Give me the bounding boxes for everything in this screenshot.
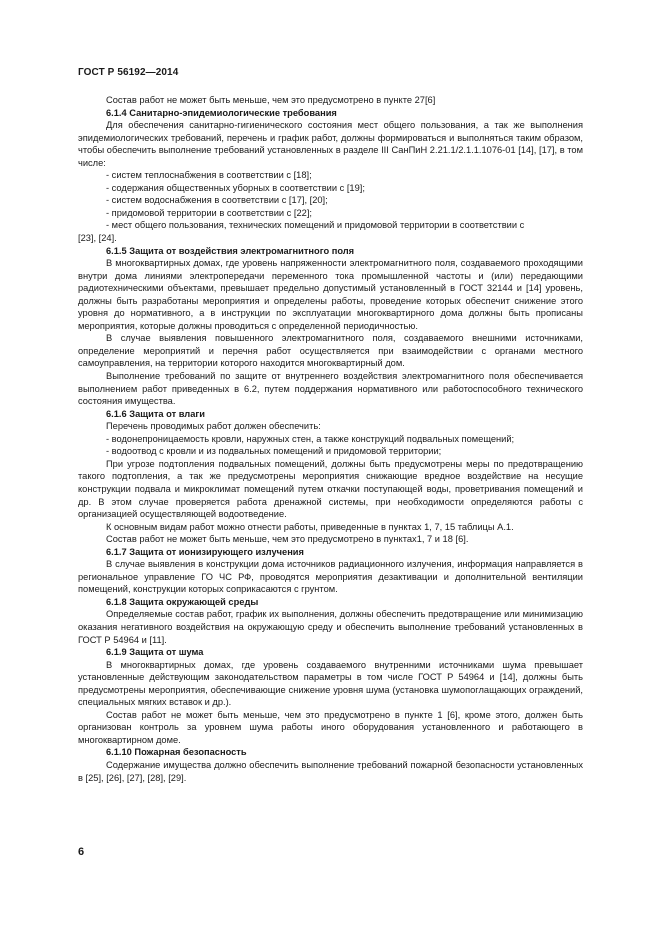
paragraph: В случае выявления в конструкции дома источников радиационного излучения, информация направляется в региональное управление ГО ЧС РФ, проводятся мероприятия дезактивации и дополнительной вентиляции помещений, конструкции которых соприкасаются с грунтом. (78, 559, 583, 595)
section-heading: 6.1.5 Защита от воздействия электромагнитного поля (106, 245, 355, 256)
section-heading: 6.1.4 Санитарно-эпидемиологические требования (106, 107, 337, 118)
document-header: ГОСТ Р 56192—2014 (78, 67, 179, 78)
section-heading: 6.1.10 Пожарная безопасность (106, 747, 247, 758)
list-item: - водонепроницаемость кровли, наружных стен, а также конструкций подвальных помещений; (106, 433, 515, 444)
section-heading: 6.1.9 Защита от шума (106, 647, 204, 658)
paragraph: К основным видам работ можно отнести работы, приведенные в пунктах 1, 7, 15 таблицы А.1. (106, 521, 514, 532)
paragraph: Содержание имущества должно обеспечить выполнение требований пожарной безопасности установленных в [25], [26], [27], [28], [29]. (78, 759, 583, 783)
paragraph: При угрозе подтопления подвальных помещений, должны быть предусмотрены меры по предотвращению такого подтопления, а так же предусмотрены мероприятия снижающие вредное воздействие на несущие конструкции подвала и микроклимат помещений путем откачки поступающей воды, проветривания помещений и др. В этом случае проверяется работа дренажной системы, при необходимости определяются работы с организацией осуществляющей водоотведение. (78, 458, 583, 520)
paragraph: Состав работ не может быть меньше, чем это предусмотрено в пунктах1, 7 и 18 [6]. (106, 534, 469, 545)
paragraph: В многоквартирных домах, где уровень создаваемого внутренними источниками шума превышает установленные действующим законодательством параметры в том числе ГОСТ Р 54964 и [14], должны быть предусмотрены мероприятия, обеспечивающие снижение уровня шума (установка шумопоглащающих ограждений, специальных мягких вставок и др.). (78, 659, 583, 708)
list-item: - содержания общественных уборных в соответствии с [19]; (106, 182, 365, 193)
paragraph: В многоквартирных домах, где уровень напряженности электромагнитного поля, создаваемого проходящими внутри дома линиями электропередачи переменного тока промышленной частоты и (или) передающими радиотехническими объектами, превышает предельно допустимый установленный в ГОСТ 32144 и [14] уровень, должны быть разработаны мероприятия и определены работы, проведение которых обеспечит снижение этого уровня до нормативного, а в инструкции по эксплуатации многоквартирного дома должны быть прописаны мероприятия, которые должны проводиться с определенной периодичностью. (78, 258, 583, 331)
paragraph: Состав работ не может быть меньше, чем это предусмотрено в пункте 1 [6], кроме этого, должен быть организован контроль за уровнем шума работы иного оборудования установленного и работающего в многоквартирном доме. (78, 709, 583, 745)
section-heading: 6.1.7 Защита от ионизирующего излучения (106, 546, 304, 557)
paragraph: Определяемые состав работ, график их выполнения, должны обеспечить предотвращение или минимизацию оказания негативного воздействия на окружающую среду и обеспечить выполнение требований установленных в ГОСТ Р 54964 и [11]. (78, 609, 583, 645)
paragraph: Перечень проводимых работ должен обеспечить: (106, 421, 321, 432)
list-item: - систем теплоснабжения в соответствии с [18]; (106, 170, 312, 181)
paragraph: Выполнение требований по защите от внутреннего воздействия электромагнитного поля обеспечивается выполнением работ приведенных в 6.2, путем поддержания нормативного или работоспособного технического состояния имущества. (78, 371, 583, 407)
paragraph: В случае выявления повышенного электромагнитного поля, создаваемого внешними источниками, определение мероприятий и перечня работ осуществляется при взаимодействии с органами местного самоуправления, на территории которого находится многоквартирный дом. (78, 333, 583, 369)
list-item-continuation: [23], [24]. (78, 233, 117, 244)
document-body (78, 94, 583, 784)
list-item: - мест общего пользования, технических помещений и придомовой территории в соответствии с (106, 220, 525, 231)
list-item: - водоотвод с кровли и из подвальных помещений и придомовой территории; (106, 446, 442, 457)
paragraph: Состав работ не может быть меньше, чем это предусмотрено в пункте 27[6] (106, 95, 436, 105)
page-number: 6 (78, 846, 85, 858)
section-heading: 6.1.8 Защита окружающей среды (106, 596, 259, 607)
section-heading: 6.1.6 Защита от влаги (106, 408, 205, 419)
list-item: - систем водоснабжения в соответствии с [17], [20]; (106, 195, 328, 206)
paragraph: Для обеспечения санитарно-гигиенического состояния мест общего пользования, а так же выполнения эпидемиологических требований, перечень и график работ, должны формироваться и выполняться таким образом, чтобы обеспечить выполнение требований установленных в разделе III СанПиН 2.21.1/2.1.1.1076-01 [14], [17], в том числе: (78, 120, 583, 168)
list-item: - придомовой территории в соответствии с [22]; (106, 207, 312, 218)
